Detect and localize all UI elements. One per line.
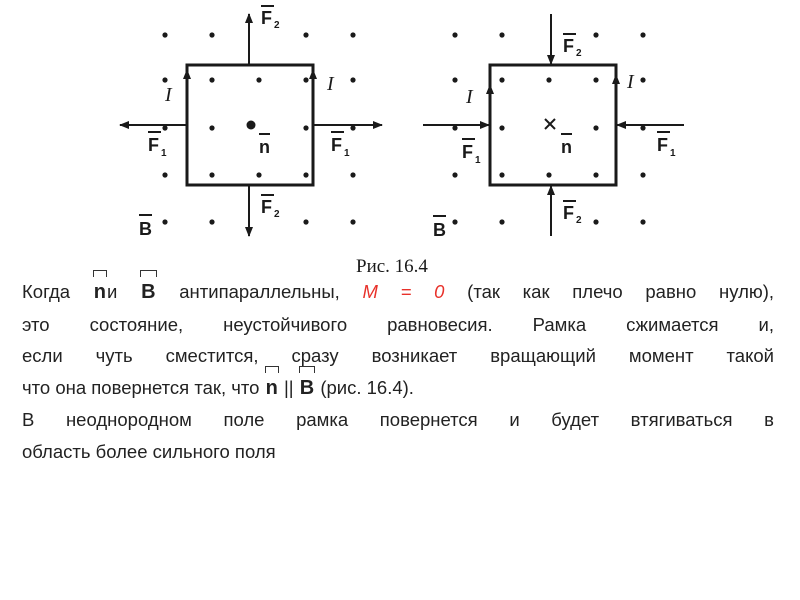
field-dot [593,32,598,37]
field-dot [162,125,167,130]
svg-text:n: n [259,137,270,157]
paragraph1-line4: что она повернется так, что n || B (рис. 16.4). [22,372,774,405]
cross-symbol-center [545,119,555,129]
field-dot [303,77,308,82]
svg-text:I: I [466,86,473,108]
field-dot [162,77,167,82]
field-dot [593,77,598,82]
paragraph1-line2: это состояние, неустойчивого равновесия. Рамка сжимается и, [22,313,774,335]
loop-left [120,14,382,236]
paragraph2-line2: область более сильного поля [22,440,276,462]
field-dot [303,172,308,177]
parallel-symbol: || [283,376,294,398]
vector-B: B [299,373,315,405]
field-dot [162,219,167,224]
svg-text:n: n [561,137,572,157]
svg-text:B: B [139,219,152,239]
field-dot [640,77,645,82]
field-dot [209,125,214,130]
paragraph2-line1: В неоднородном поле рамка повернется и будет втягиваться в [22,409,774,430]
figure-16-4 [0,0,800,270]
field-dot [350,32,355,37]
field-dot [256,172,261,177]
field-dot [303,125,308,130]
svg-text:1: 1 [344,148,350,159]
svg-text:F: F [563,36,574,56]
field-dot [499,77,504,82]
field-dot [303,219,308,224]
field-dot [256,77,261,82]
field-dot [350,172,355,177]
field-dot [209,219,214,224]
svg-text:B: B [433,220,446,240]
moment-equation: M = 0 [362,281,445,302]
field-dot [640,172,645,177]
field-dot [452,32,457,37]
field-dot [593,125,598,130]
field-dot [452,219,457,224]
field-dot [303,32,308,37]
field-dot [546,172,551,177]
field-dot [209,32,214,37]
svg-text:2: 2 [576,215,582,226]
field-dot [499,32,504,37]
field-dot [640,219,645,224]
field-dot [162,172,167,177]
svg-text:F: F [563,203,574,223]
svg-text:I: I [627,71,634,93]
field-dots-left [162,32,355,224]
field-dot [640,125,645,130]
paragraph1-line1: Когда nи B антипараллельны, M = 0 (так как плечо равно нулю), [22,276,774,309]
field-dot [593,219,598,224]
svg-text:1: 1 [161,148,167,159]
field-dot [350,219,355,224]
figure-caption: Рис. 16.4 [356,256,428,277]
body-text [22,276,774,467]
field-dot [499,172,504,177]
field-dot [452,125,457,130]
field-dot [350,77,355,82]
field-dot [499,219,504,224]
svg-text:I: I [165,84,172,106]
svg-text:F: F [261,8,272,28]
vector-n: n [93,277,107,309]
field-dot [546,77,551,82]
loop-right [423,14,684,236]
field-dot [452,172,457,177]
svg-text:F: F [657,135,668,155]
field-dot [452,77,457,82]
field-dot [209,172,214,177]
svg-text:F: F [148,135,159,155]
svg-text:1: 1 [475,155,481,166]
svg-text:2: 2 [274,20,280,31]
paragraph1-line3: если чуть сместится, сразу возникает вращающий момент такой [22,345,774,366]
field-dot [499,125,504,130]
labels-left [139,6,350,239]
svg-text:1: 1 [670,148,676,159]
field-dot [640,32,645,37]
field-dot [350,125,355,130]
vector-n: n [265,373,279,405]
svg-text:F: F [462,142,473,162]
svg-text:F: F [331,135,342,155]
svg-text:2: 2 [274,209,280,220]
svg-text:I: I [327,73,334,95]
field-dot [593,172,598,177]
dot-symbol-center [247,121,256,130]
vector-B: B [140,277,156,309]
svg-text:F: F [261,197,272,217]
field-dot [209,77,214,82]
svg-text:2: 2 [576,48,582,59]
field-dot [162,32,167,37]
